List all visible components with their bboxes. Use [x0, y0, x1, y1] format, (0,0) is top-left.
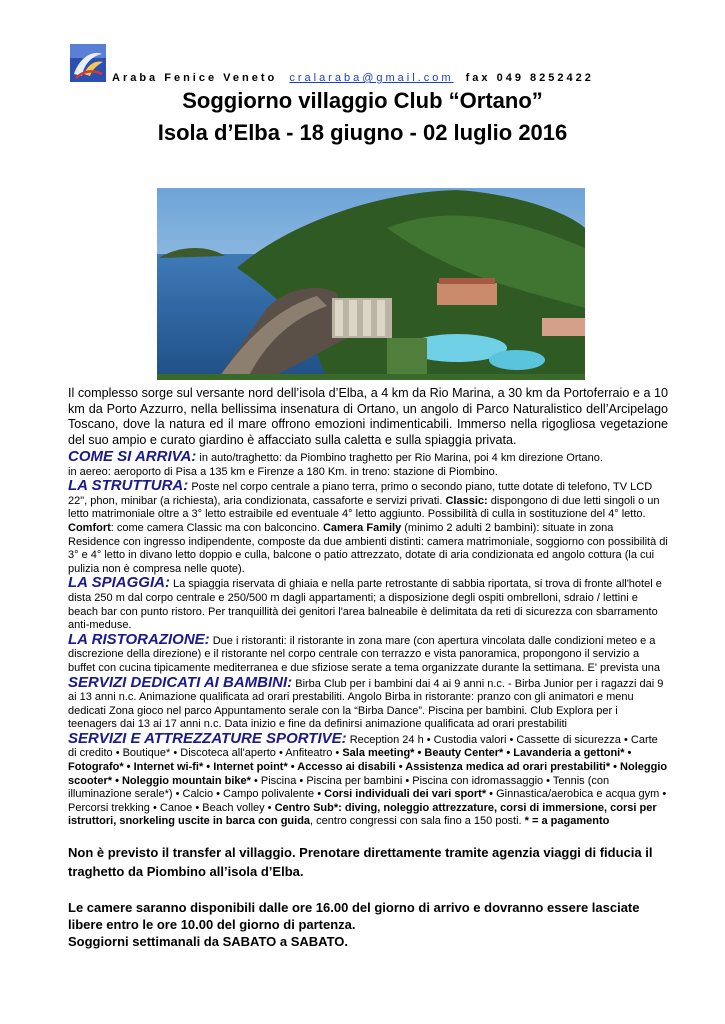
section-bold-text: Camera Family [322, 521, 402, 534]
document-body [68, 386, 668, 950]
section-bold-text: Comfort [68, 521, 111, 534]
section-bold-text: * = a pagamento [524, 815, 610, 828]
section-heading: SERVIZI DEDICATI AI BAMBINI: [68, 673, 293, 691]
araba-fenice-logo [70, 44, 106, 82]
organization-line [112, 72, 594, 84]
rooms-note: Le camere saranno disponibili dalle ore 16.00 del giorno di arrivo e dovranno essere lasciate libere entro le ore 10.00 del giorno di partenza. [68, 900, 640, 933]
page-title: Soggiorno villaggio Club “Ortano” [182, 88, 543, 113]
section-text: Reception 24 h • Custodia valori • Cassette di sicurezza • Carte di credito • Boutique* • Discoteca all'aperto • Anfiteatro • [68, 733, 658, 760]
email-link[interactable]: cralaraba@gmail.com [289, 72, 454, 84]
section-text: • Piscina • Piscina per bambini • Piscina con idromassaggio • Tennis (con illuminazione serale*) • Calcio • Campo polivalente • [68, 774, 610, 801]
section-servizi-bambini [68, 673, 668, 732]
section-bold-text: Centro Sub*: diving, noleggio attrezzature, corsi di immersione, corsi per istruttori, snorkeling uscite in barca con guida [68, 801, 657, 828]
section-text: : come camera Classic ma con balconcino. [110, 521, 323, 534]
section-text: (minimo 2 adulti 2 bambini): situate in zona Residence con ingresso indipendente, composte da due ambienti distinti: camera matrimoniale, soggiorno con possibilità di 3° e 4° letto in divano letto doppio e culla, balcone o patio attrezzato, dotate di aria condizionata ed angolo cottura (la cui pulizia non è compresa nelle quote). [68, 521, 668, 575]
section-text: • Ginnastica/aerobica e acqua gym • Percorsi trekking • Canoe • Beach volley • [68, 788, 667, 814]
page-subtitle: Isola d’Elba - 18 giugno - 02 luglio 2016 [157, 120, 568, 145]
section-text: Due i ristoranti: il ristorante in zona mare (con apertura vincolata dalle condizioni meteo e a discrezione della direzione) e il ristorante nel corpo centrale con terrazzo e vista panoramica, propongono il servizio a buffet con cucina tipicamente mediterranea e due sfiziose serate a tema organizzate durante la settimana. E' prevista una [68, 634, 660, 674]
organization-name: Araba Fenice Veneto [112, 72, 278, 84]
section-bold-text: Corsi individuali dei vari sport* [324, 788, 487, 801]
section-heading: COME SI ARRIVA: [68, 448, 197, 465]
section-servizi-sportive [68, 729, 668, 829]
transfer-note: Non è previsto il transfer al villaggio. Prenotare direttamente tramite agenzia viaggi di fiducia il traghetto da Piombino all’isola d’Elba. [68, 845, 653, 880]
section-come-si-arriva [68, 450, 668, 479]
section-bold-text: Sala meeting* • Beauty Center* • Lavanderia a gettoni* • Fotografo* • Internet wi-fi* • Internet point* • Accesso ai disabili • Assistenza medica ad orari prestabiliti* • Noleggio scooter* • Noleggio mountain bike* [68, 747, 668, 787]
resort-photo [157, 188, 585, 380]
section-bold-text: Classic: [445, 494, 488, 507]
section-text: , centro congressi con sala fino a 150 posti. [310, 815, 525, 828]
section-text: La spiaggia riservata di ghiaia e nella parte retrostante di sabbia riportata, si trova di fronte all'hotel e dista 250 m dal corpo centrale e 250/500 m dagli appartamenti; a disposizione degli ospiti ombrelloni, sdraio / lettini e beach bar con punto ristoro. Per tranquillità dei genitori l'area balneabile è delimitata da reti di sicurezza con sbarramento anti-meduse. [68, 578, 662, 632]
section-text: dispongono di due letti singoli o un letto matrimoniale oltre a 3° letto estraibile ed eventuale 4° letto aggiunto. Possibilità di culla in sostituzione del 4° letto. [68, 494, 660, 521]
section-heading: SERVIZI E ATTREZZATURE SPORTIVE: [68, 729, 347, 747]
section-text: in auto/traghetto: da Piombino traghetto per Rio Marina, poi 4 km direzione Ortano. [196, 452, 603, 464]
section-text: Poste nel corpo centrale a piano terra, primo o secondo piano, tutte dotate di telefono, TV LCD 22", phon, minibar (a richiesta), aria condizionata, cassaforte e servizi privati. [68, 481, 653, 507]
stays-note: Soggiorni settimanali da SABATO a SABATO. [68, 934, 349, 950]
section-la-struttura [68, 479, 668, 576]
section-text: in aereo: aeroporto di Pisa a 135 km e Firenze a 180 Km. in treno: stazione di Piombino. [68, 465, 498, 478]
section-la-ristorazione [68, 630, 668, 676]
section-heading: LA STRUTTURA: [68, 477, 189, 495]
section-heading: LA SPIAGGIA: [68, 574, 170, 592]
section-heading: LA RISTORAZIONE: [68, 630, 210, 648]
section-text: Birba Club per i bambini dai 4 ai 9 anni n.c. - Birba Junior per i ragazzi dai 9 ai 13 anni n.c. Animazione qualificata ad orari prestabiliti. Angolo Birba in ristorante: pranzo con gli animatori e menu dedicati Zona gioco nel parco Appuntamento serale con la “Birba Dance”. Piscina per bambini. Club Explora per i teenagers dai 13 ai 17 anni n.c. Data inizio e fine da definirsi animazione qualificata ad orari prestabiliti [68, 677, 664, 731]
intro-paragraph: Il complesso sorge sul versante nord dell’isola d’Elba, a 4 km da Rio Marina, a 30 km da Portoferraio e a 10 km da Porto Azzurro, nella bellissima insenatura di Ortano, un angolo di Parco Naturalistico dell’Arcipelago Toscano, dove la natura ed il mare offrono emozioni indimenticabili. Immerso nella rigogliosa vegetazione del suo ampio e curato giardino è affacciato sulla caletta e sulla spiaggia privata. [68, 386, 668, 447]
fax-number: fax 049 8252422 [465, 72, 594, 84]
section-la-spiaggia [68, 576, 668, 632]
